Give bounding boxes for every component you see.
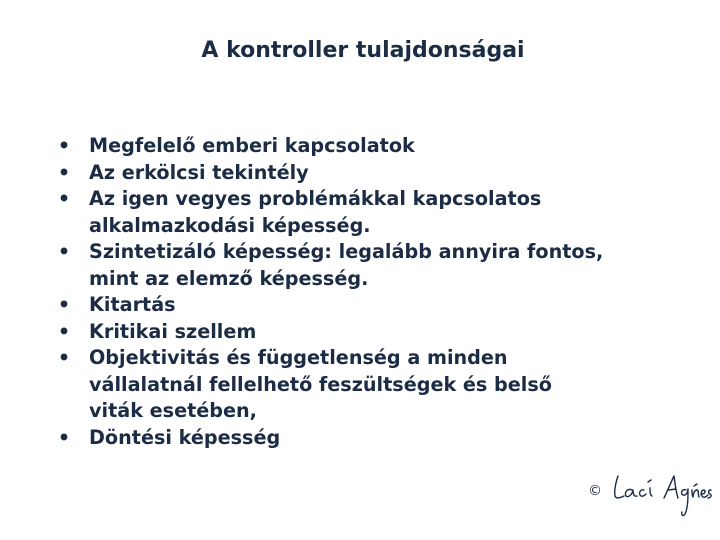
bullet-list <box>57 133 677 451</box>
list-item <box>57 186 677 239</box>
bullet-icon: • <box>57 160 71 184</box>
signature-icon <box>608 468 712 524</box>
bullet-icon: • <box>57 293 71 316</box>
slide-title: A kontroller tulajdonságai <box>201 38 525 63</box>
list-item <box>57 345 677 425</box>
bullet-icon: • <box>57 134 71 157</box>
list-item <box>57 319 677 346</box>
list-item <box>57 160 677 187</box>
bullet-text: Kritikai szellem <box>89 319 257 343</box>
list-item <box>57 292 677 319</box>
bullet-icon: • <box>57 187 71 210</box>
list-item <box>57 133 677 160</box>
copyright-icon: © <box>588 483 602 499</box>
bullet-text: Kitartás <box>89 293 176 316</box>
bullet-icon: • <box>57 240 71 263</box>
bullet-text: Objektivitás és függetlenség a minden vállalatnál fellelhető feszültségek és belső viták esetében, <box>89 346 552 422</box>
list-item <box>57 239 677 292</box>
bullet-text: Megfelelő emberi kapcsolatok <box>89 134 415 157</box>
list-item <box>57 425 677 452</box>
bullet-icon: • <box>57 346 71 369</box>
bullet-text: Döntési képesség <box>89 425 281 449</box>
bullet-text: Az erkölcsi tekintély <box>89 160 309 184</box>
bullet-icon: • <box>57 425 71 449</box>
bullet-icon: • <box>57 319 71 343</box>
bullet-text: Szintetizáló képesség: legalább annyira fontos, mint az elemző képesség. <box>89 240 604 290</box>
bullet-text: Az igen vegyes problémákkal kapcsolatos alkalmazkodási képesség. <box>89 187 542 237</box>
